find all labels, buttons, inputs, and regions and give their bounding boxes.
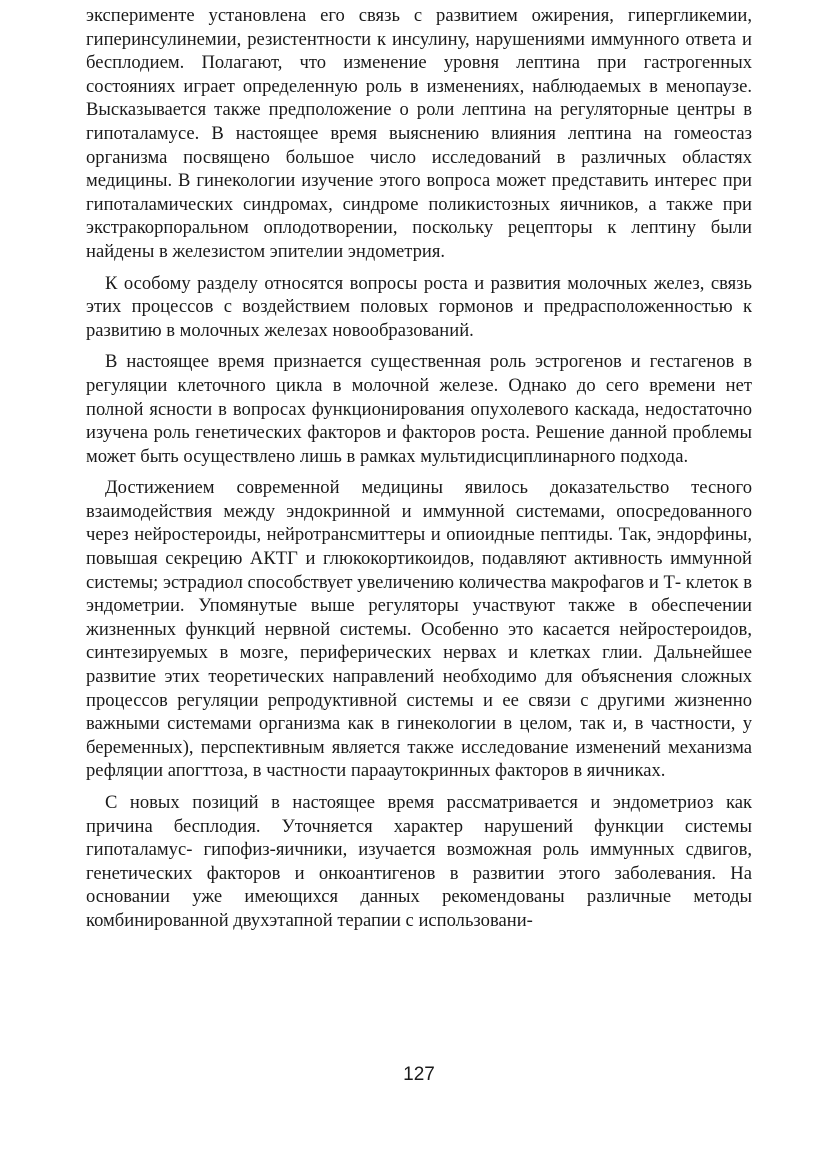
paragraph-estrogens-gestagens: В настоящее время признается существенная роль эстрогенов и гестагенов в регуляции клеточного цикла в молочной железе. Однако до сего времени нет полной ясности в вопросах функционирования опухолевого каскада, недостаточно изучена роль генетических факторов и факторов роста. Решение данной проблемы может быть осуществлено лишь в рамках мультидисциплинарного подхода. (86, 351, 752, 467)
paragraph-endocrine-immune: Достижением современной медицины явилось доказательство тесного взаимодействия между эндокринной и иммунной системами, опосредованного через нейростероиды, нейротрансмиттеры и опиоидные пептиды. Так, эндорфины, повышая секрецию АКТГ и глюкокортикоидов, подавляют активность иммунной системы; эстрадиол способствует увеличению количества макрофагов и Т- клеток в эндометрии. Упомянутые выше регуляторы участвуют также в обеспечении жизненных функций нервной системы. Особенно это касается нейростероидов, синтезируемых в мозге, периферических нервах и клетках глии. Дальнейшее развитие этих теоретических направлений необходимо для объяснения сложных процессов регуляции репродуктивной системы и ее связи с другими жизненно важными системами организма как в гинекологии в целом, так и, в частности, у беременных), перспективным является также исследование изменений механизма рефляции апогттоза, в частности парааутокринных факторов в яичниках. (86, 477, 752, 782)
page-number: 127 (403, 1064, 435, 1085)
book-page (86, 0, 752, 1168)
paragraph-endometriosis: С новых позиций в настоящее время рассматривается и эндометриоз как причина бесплодия. Уточняется характер нарушений функции системы гипоталамус- гипофиз-яичники, изучается возможная роль иммунных сдвигов, генетических факторов и онкоантигенов в развитии этого заболевания. На основании уже имеющихся данных рекомендованы различные методы комбинированной двухэтапной терапии с использовани- (86, 792, 752, 931)
paragraph-leptin-continued: эксперименте установлена его связь с развитием ожирения, гипергликемии, гиперинсулинемии, резистентности к инсулину, нарушениями иммунного ответа и бесплодием. Полагают, что изменение уровня лептина при гастрогенных состояниях играет определенную роль в изменениях, наблюдаемых в менопаузе. Высказывается также предположение о роли лептина на регуляторные центры в гипоталамусе. В настоящее время выяснению влияния лептина на гомеостаз организма посвящено большое число исследований в различных областях медицины. В гинекологии изучение этого вопроса может представить интерес при гипоталамических синдромах, синдроме поликистозных яичников, а также при экстракорпоральном оплодотворении, поскольку рецепторы к лептину были найдены в железистом эпителии эндометрия. (86, 5, 752, 262)
body-text (86, 4, 752, 933)
paragraph-mammary-glands: К особому разделу относятся вопросы роста и развития молочных желез, связь этих процессов с воздействием половых гормонов и предрасположенностью к развитию в молочных железах новообразований. (86, 272, 752, 341)
